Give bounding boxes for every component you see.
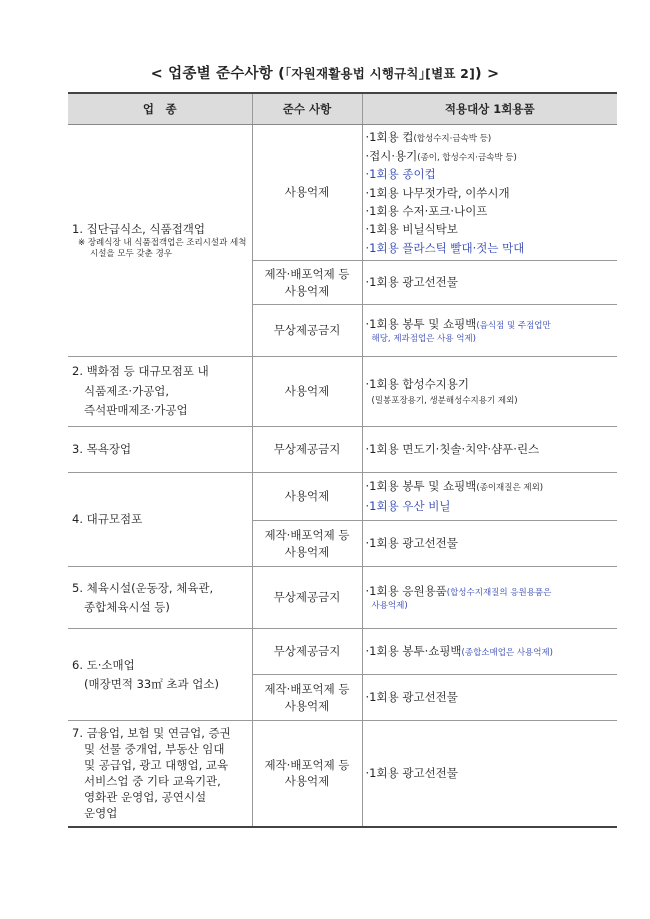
list-item: ·1회용 광고선전물 <box>365 690 458 705</box>
list-item: ·1회용 봉투 및 쇼핑백(음식점 및 주점업만 <box>365 317 551 331</box>
industry-text: 영화관 운영업, 공연시설 <box>84 790 207 805</box>
list-item: ·1회용 광고선전물 <box>365 765 458 780</box>
industry-cell <box>68 357 252 427</box>
title-end: ) > <box>474 66 500 82</box>
industry-text: 3. 목욕장업 <box>72 442 132 457</box>
list-item: ·1회용 봉투 및 쇼핑백(종이재질은 제외) <box>365 478 544 493</box>
rule-text: 제작·배포억제 등 <box>264 527 350 542</box>
rule-cell <box>252 521 362 567</box>
industry-text: 운영업 <box>84 806 118 821</box>
industry-text: 1. 집단급식소, 식품접객업 <box>72 222 206 237</box>
industry-text: 및 공급업, 광고 대행업, 교육 <box>84 758 229 773</box>
rule-text: 무상제공금지 <box>273 323 341 338</box>
items-cell <box>362 473 617 521</box>
industry-cell <box>68 427 252 473</box>
rule-cell <box>252 567 362 629</box>
rule-cell <box>252 629 362 675</box>
rule-cell <box>252 427 362 473</box>
industry-cell <box>68 125 252 357</box>
rule-cell <box>252 305 362 357</box>
list-item: ·1회용 우산 비닐 <box>365 498 451 513</box>
industry-text: (매장면적 33㎡ 초과 업소) <box>84 676 219 691</box>
items-cell <box>362 567 617 629</box>
industry-text: 및 선물 중개업, 부동산 임대 <box>84 742 225 757</box>
list-item: ·1회용 합성수지용기 <box>365 376 469 391</box>
list-item: ·접시·용기(종이, 합성수지·금속박 등) <box>365 148 517 163</box>
rule-text: 사용억제 <box>284 384 330 399</box>
rule-cell <box>252 357 362 427</box>
items-cell <box>362 675 617 721</box>
list-item: ·1회용 응원용품(합성수지재질의 응원용품은 <box>365 584 552 598</box>
industry-note: ※ 장례식장 내 식품접객업은 조리시설과 세척 <box>78 237 247 248</box>
industry-text: 식품제조·가공업, <box>84 383 170 398</box>
industry-text: 6. 도·소매업 <box>72 657 135 672</box>
industry-text: 종합체육시설 등) <box>84 599 170 614</box>
items-cell <box>362 629 617 675</box>
industry-cell <box>68 473 252 567</box>
rule-text: 사용억제 <box>284 489 330 504</box>
page-title <box>0 62 650 83</box>
table-row <box>68 567 617 629</box>
table-row <box>68 473 617 521</box>
rule-text: 사용억제 <box>284 698 330 713</box>
list-item: ·1회용 플라스틱 빨대·젓는 막대 <box>365 240 525 255</box>
rule-text: 사용억제 <box>284 544 330 559</box>
list-item: ·1회용 광고선전물 <box>365 275 458 290</box>
rule-text: 제작·배포억제 등 <box>264 266 350 281</box>
table-row <box>68 125 617 261</box>
items-cell <box>362 357 617 427</box>
rule-text: 사용억제 <box>284 774 330 789</box>
industry-note: 시설을 모두 갖춘 경우 <box>90 248 173 259</box>
compliance-table <box>68 92 617 828</box>
items-cell <box>362 521 617 567</box>
industry-cell <box>68 567 252 629</box>
rule-text: 무상제공금지 <box>273 442 341 457</box>
table-row <box>68 357 617 427</box>
rule-text: 제작·배포억제 등 <box>264 757 350 772</box>
items-cell <box>362 261 617 305</box>
rule-text: 무상제공금지 <box>273 590 341 605</box>
items-cell <box>362 305 617 357</box>
table-row <box>68 721 617 827</box>
rule-cell <box>252 473 362 521</box>
industry-text: 5. 체육시설(운동장, 체육관, <box>72 580 214 595</box>
list-item: ·1회용 컵(합성수지·금속박 등) <box>365 129 492 144</box>
industry-text: 7. 금융업, 보험 및 연금업, 증권 <box>72 725 231 740</box>
industry-text: 4. 대규모점포 <box>72 512 143 527</box>
list-item: ·1회용 종이컵 <box>365 167 436 182</box>
item-note: 사용억제) <box>371 600 408 611</box>
items-cell <box>362 721 617 827</box>
industry-text: 2. 백화점 등 대규모점포 내 <box>72 364 209 379</box>
list-item: ·1회용 수저·포크·나이프 <box>365 203 488 218</box>
list-item: ·1회용 면도기·칫솔·치약·샴푸·린스 <box>365 442 540 457</box>
industry-cell <box>68 629 252 721</box>
list-item: ·1회용 나무젓가락, 이쑤시개 <box>365 185 510 200</box>
industry-text: 서비스업 중 기타 교육기관, <box>84 774 221 789</box>
header-industry: 업 종 <box>68 93 252 125</box>
list-item: ·1회용 봉투·쇼핑백(종합소매업은 사용억제) <box>365 644 553 659</box>
industry-cell <box>68 721 252 827</box>
header-row <box>68 93 617 125</box>
header-rule: 준수 사항 <box>252 93 362 125</box>
item-note: 해당, 제과점업은 사용 억제) <box>371 333 476 344</box>
item-note: (밀봉포장용기, 생분해성수지용기 제외) <box>371 396 518 407</box>
industry-text: 즉석판매제조·가공업 <box>84 403 188 418</box>
rule-text: 사용억제 <box>284 283 330 298</box>
rule-text: 사용억제 <box>284 185 330 200</box>
items-cell <box>362 125 617 261</box>
rule-cell <box>252 675 362 721</box>
table-row <box>68 629 617 675</box>
rule-text: 제작·배포억제 등 <box>264 681 350 696</box>
table-row <box>68 427 617 473</box>
rule-text: 무상제공금지 <box>273 644 341 659</box>
items-cell <box>362 427 617 473</box>
list-item: ·1회용 광고선전물 <box>365 536 458 551</box>
title-source: ｢자원재활용법 시행규칙｣[별표 2] <box>284 66 475 81</box>
rule-cell <box>252 721 362 827</box>
title-main: < 업종별 준수사항 ( <box>150 66 285 82</box>
list-item: ·1회용 비닐식탁보 <box>365 222 458 237</box>
header-items: 적용대상 1회용품 <box>362 93 617 125</box>
rule-cell <box>252 261 362 305</box>
rule-cell <box>252 125 362 261</box>
